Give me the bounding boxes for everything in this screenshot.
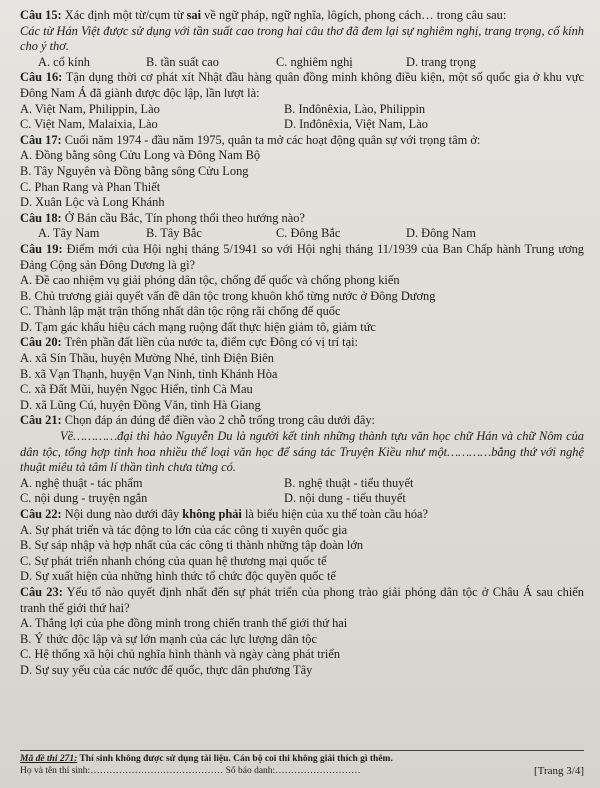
question-20 [20,335,584,413]
question-stem: Ở Bán cầu Bắc, Tín phong thổi theo hướng nào? [61,210,305,225]
option-a[interactable]: A. Sự phát triển và tác động to lớn của các công ti xuyên quốc gia [20,522,348,537]
answer-options [20,55,584,71]
question-number: Câu 19: [20,241,63,256]
question-number: Câu 20: [20,335,62,350]
question-stem: Điểm mới của Hội nghị tháng 5/1941 so với Hội nghị tháng 11/1939 của Ban Chấp hành Trung ương Đảng Cộng sản Đông Dương là gì? [20,241,584,272]
question-sentence: Các từ Hán Việt được sử dụng với tần suất cao trong hai câu thơ đã đem lại sự nghiêm nghị, trang trọng, cổ kính cho ý thơ. [20,23,584,54]
option-c[interactable]: C. nội dung - truyện ngắn [20,491,148,506]
page-footer [20,750,584,778]
option-b[interactable]: B. Tây Nguyên và Đồng bằng sông Cửu Long [20,163,249,178]
answer-options [20,476,584,492]
option-a[interactable]: A. Đề cao nhiệm vụ giải phóng dân tộc, chống đế quốc và chống phong kiến [20,273,400,288]
option-c[interactable]: C. Việt Nam, Malaixia, Lào [20,117,158,132]
question-number: Câu 18: [20,210,62,225]
option-b[interactable]: B. nghệ thuật - tiểu thuyết [284,475,414,490]
option-d[interactable]: D. xã Lũng Cú, huyện Đồng Văn, tỉnh Hà Giang [20,397,261,412]
option-a[interactable]: A. cổ kính [38,54,90,69]
question-stem: Tận dụng thời cơ phát xít Nhật đầu hàng quân đồng minh không điều kiện, một số quốc gia ở khu vực Đông Nam Á đã giành được độc lập, lần lượt là: [20,70,584,100]
question-22: Câu 22: Nội dung nào dưới đây không phải là biểu hiện của xu thế toàn cầu hóa? A. Sự phát triển và tác động to lớn của các công ti xuyên quốc gia B. Sự sáp nhập và hợp nhất của các công ti thành những tập đoàn lớn C. Sự phát triển nhanh chóng của quan hệ thương mại quốc tế D. Sự xuất hiện của những hình thức tổ chức độc quyền quốc tế [20,507,584,585]
option-d[interactable]: D. Tạm gác khẩu hiệu cách mạng ruộng đất thực hiện giảm tô, giảm tức [20,319,376,334]
question-number: Câu 21: [20,413,62,428]
footer-note: Thí sinh không được sử dụng tài liệu. Cán bộ coi thi không giải thích gì thêm. [77,754,393,764]
question-number: Câu 22: [20,507,62,521]
option-c[interactable]: C. Sự phát triển nhanh chóng của quan hệ thương mại quốc tế [20,553,327,568]
option-a[interactable]: A. Thắng lợi của phe đồng minh trong chiến tranh thế giới thứ hai [20,616,348,631]
question-21 [20,413,584,507]
question-19 [20,242,584,336]
option-a[interactable]: A. Việt Nam, Philippin, Lào [20,101,160,116]
option-b[interactable]: B. Tây Bắc [146,226,202,241]
question-18 [20,211,584,242]
option-b[interactable]: B. Sự sáp nhập và hợp nhất của các công ti thành những tập đoàn lớn [20,538,364,553]
option-a[interactable]: A. Tây Nam [38,226,100,241]
option-c[interactable]: C. Đông Bắc [276,226,341,241]
option-c[interactable]: C. Hệ thống xã hội chủ nghĩa hình thành và ngày càng phát triển [20,647,341,662]
question-number: Câu 17: [20,132,62,147]
option-b[interactable]: B. Inđônêxia, Lào, Philippin [284,101,426,116]
question-stem: Trên phần đất liền của nước ta, điểm cực Đông có vị trí tại: [61,335,358,350]
option-d[interactable]: D. nội dung - tiểu thuyết [284,491,406,506]
option-d[interactable]: D. Inđônêxia, Việt Nam, Lào [284,117,428,132]
question-17 [20,133,584,211]
option-a[interactable]: A. nghệ thuật - tác phẩm [20,475,143,490]
option-d[interactable]: D. Xuân Lộc và Long Khánh [20,195,165,210]
question-passage: Về…………đại thi hào Nguyễn Du là người kết tinh những thành tựu văn học chữ Hán và chữ Nôm của dân tộc, tổng hợp tinh hoa nhiều thể loại văn học để sáng tác Truyện Kiều như một…………bằng thứ với nghệ thuật miêu tả tâm lí thần tình chưa từng có. [20,429,584,475]
answer-options [20,226,584,242]
question-stem: Chọn đáp án đúng để điền vào 2 chỗ trống trong câu dưới đây: [61,413,375,428]
option-c[interactable]: C. Phan Rang và Phan Thiết [20,179,161,194]
option-b[interactable]: B. tần suất cao [146,54,219,69]
option-c[interactable]: C. xã Đất Mũi, huyện Ngọc Hiển, tỉnh Cà Mau [20,382,253,397]
question-16 [20,70,584,132]
option-d[interactable]: D. Đông Nam [406,226,476,241]
option-c[interactable]: C. nghiêm nghị [276,54,353,69]
page-number: [Trang 3/4] [533,765,584,777]
option-c[interactable]: C. Thành lập mặt trận thống nhất dân tộc rộng rãi chống đế quốc [20,304,341,319]
question-stem: Yếu tố nào quyết định nhất đến sự phát triển của phong trào giải phóng dân tộc ở Châu Á sau chiến tranh thế giới thứ hai? [20,584,584,615]
question-15: Câu 15: Xác định một từ/cụm từ sai về ngữ pháp, ngữ nghĩa, lôgích, phong cách… trong câu sau: Các từ Hán Việt được sử dụng với tần suất cao trong hai câu thơ đã đem lại sự nghiêm nghị, trang trọng, cổ kính cho ý thơ. A. cổ kính B. tần suất cao C. nghiêm nghị D. trang trọng [20,8,584,69]
exam-code: Mã đề thi 271: [20,754,78,764]
option-d[interactable]: D. Sự suy yếu của các nước đế quốc, thực dân phương Tây [20,662,313,677]
option-a[interactable]: A. Đồng bằng sông Cửu Long và Đông Nam Bộ [20,148,261,163]
option-b[interactable]: B. Chủ trương giải quyết vấn đề dân tộc trong khuôn khổ từng nước ở Đông Dương [20,288,436,303]
question-number: Câu 23: [20,584,63,599]
answer-options [20,102,584,118]
option-d[interactable]: D. Sự xuất hiện của những hình thức tổ chức độc quyền quốc tế [20,569,336,584]
footer-divider [20,750,584,751]
option-b[interactable]: B. xã Vạn Thạnh, huyện Vạn Ninh, tỉnh Khánh Hòa [20,366,278,381]
candidate-fields: Họ và tên thí sinh:…………………………………… Số báo danh:……………………… [20,766,361,776]
option-b[interactable]: B. Ý thức độc lập và sự lớn mạnh của các lực lượng dân tộc [20,631,317,646]
question-number: Câu 15: [20,8,62,22]
question-23 [20,585,584,679]
question-number: Câu 16: [20,70,63,85]
question-stem: Cuối năm 1974 - đầu năm 1975, quân ta mở các hoạt động quân sự với trọng tâm ở: [61,132,481,147]
option-d[interactable]: D. trang trọng [406,54,476,69]
option-a[interactable]: A. xã Sín Thầu, huyện Mường Nhé, tỉnh Điện Biên [20,351,274,366]
